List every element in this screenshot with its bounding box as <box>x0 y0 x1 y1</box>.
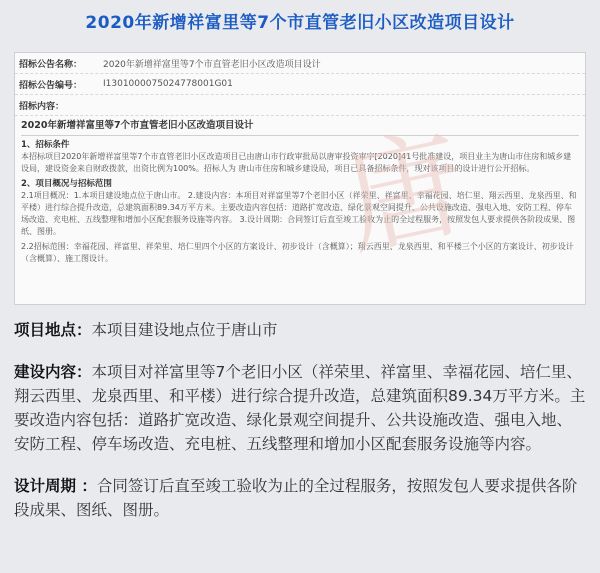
summary-key: 设计周期 ： <box>14 477 97 495</box>
meta-row-number <box>15 74 585 95</box>
section-title: 1、招标条件 <box>21 140 70 150</box>
summary-value: 本项目建设地点位于唐山市 <box>91 321 278 339</box>
meta-key: 招标公告名称： <box>19 59 83 70</box>
document-body <box>15 116 585 267</box>
summary-value: 本项目对祥富里等7个老旧小区（祥荣里、祥富里、幸福花园、培仁里、翔云西里、龙泉西里、和平楼）进行综合提升改造，总建筑面积89.34万平方米。主要改造内容包括：道路扩宽改造、绿化景观空间提升、公共设施改造、强电入地、安防工程、停车场改造、充电桩、五线整理和增加小区配套服务设施等内容。 <box>14 363 586 453</box>
summary-key: 项目地点： <box>14 321 92 339</box>
summary-location <box>14 318 586 342</box>
document-heading: 2020年新增祥富里等7个市直管老旧小区改造项目设计 <box>21 118 579 136</box>
section-title: 2、项目概况与招标范围 <box>21 179 112 189</box>
section-text: 2.1项目概况：1.本项目建设地点位于唐山市。 2.建设内容：本项目对祥富里等7个老旧小区（祥荣里、祥富里、幸福花园、培仁里、翔云西里、龙泉西里、和平楼）进行综合提升改造，总建筑面积89.34万平方米。主要改造内容包括：道路扩宽改造、绿化景观空间提升、公共设施改造、强电入地、安防工程、停车场改造、充电桩、五线整理和增加小区配套服务设施等内容。 3.设计周期：合同签订后直至竣工验收为止的全过程服务，按照发包人要求提供各阶段成果、图纸、图册。 <box>21 191 577 236</box>
document-screenshot <box>14 52 586 305</box>
meta-value: 2020年新增祥富里等7个市直管老旧小区改造项目设计 <box>103 59 321 70</box>
meta-value: I1301000075024778001G01 <box>103 79 233 89</box>
section-text: 本招标项目2020年新增祥富里等7个市直管老旧小区改造项目已由唐山市行政审批局以唐审投资审字[2020]41号批准建设，项目业主为唐山市住房和城乡建设局，建设资金来自财政拨款，出资比例为100%。招标人为 唐山市住房和城乡建设局，项目已具备招标条件，现对该项目的设计进行公开招标。 <box>21 152 572 173</box>
summary-section <box>14 318 586 540</box>
section-text: 2.2招标范围：幸福花园、祥富里、祥荣里、培仁里四个小区的方案设计、初步设计（含概算）；翔云西里、龙泉西里、和平楼三个小区的方案设计、初步设计（含概算）、施工图设计。 <box>21 242 574 263</box>
summary-value: 合同签订后直至竣工验收为止的全过程服务，按照发包人要求提供各阶段成果、图纸、图册。 <box>14 477 578 519</box>
meta-row-content <box>15 95 585 116</box>
page-title: 2020年新增祥富里等7个市直管老旧小区改造项目设计 <box>85 13 515 33</box>
meta-key: 招标内容： <box>19 101 65 112</box>
watermark-stamp-icon: 唐 <box>331 112 478 274</box>
summary-key: 建设内容： <box>14 363 92 381</box>
meta-row-name <box>15 53 585 74</box>
summary-period <box>14 474 586 522</box>
summary-content <box>14 360 586 456</box>
meta-key: 招标公告编号： <box>19 80 83 91</box>
